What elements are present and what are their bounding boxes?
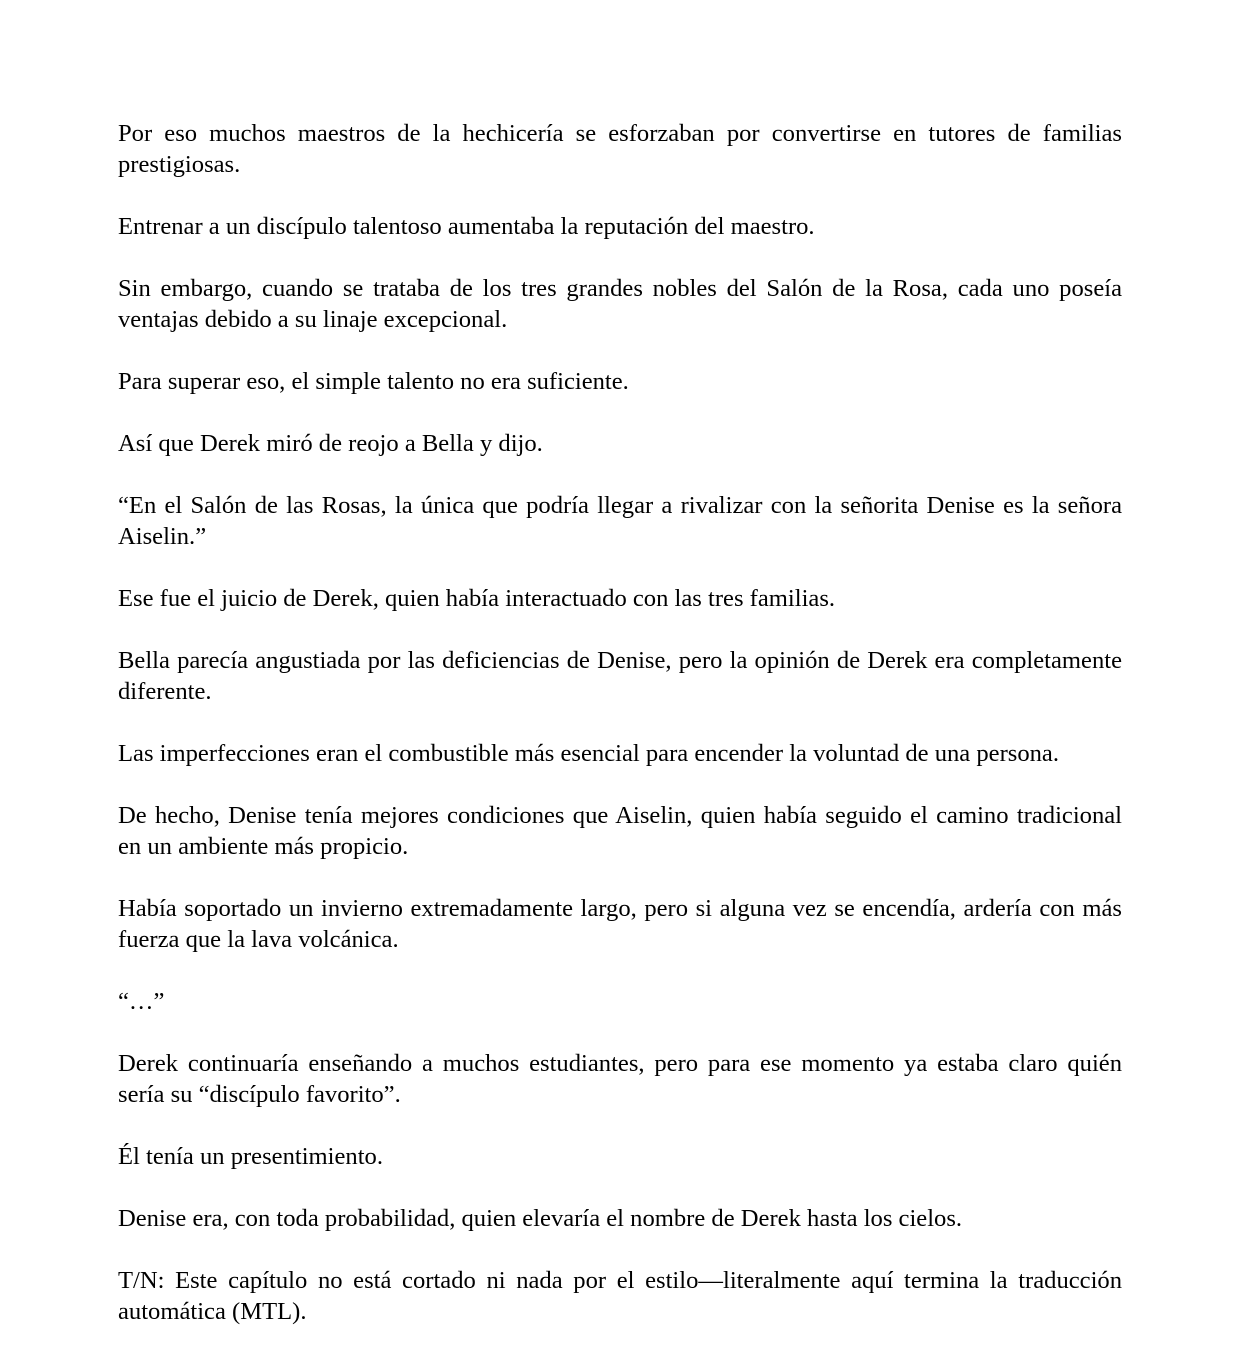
paragraph: Las imperfecciones eran el combustible más esencial para encender la voluntad de una persona.: [118, 740, 1059, 767]
paragraph: Sin embargo, cuando se trataba de los tres grandes nobles del Salón de la Rosa, cada uno poseía ventajas debido a su linaje excepcional.: [118, 275, 1122, 333]
paragraph: “…”: [118, 988, 165, 1015]
paragraph: Por eso muchos maestros de la hechicería se esforzaban por convertirse en tutores de familias prestigiosas.: [118, 120, 1122, 178]
paragraph: Entrenar a un discípulo talentoso aumentaba la reputación del maestro.: [118, 213, 815, 240]
paragraph: De hecho, Denise tenía mejores condiciones que Aiselin, quien había seguido el camino tradicional en un ambiente más propicio.: [118, 802, 1122, 860]
paragraph: Para superar eso, el simple talento no era suficiente.: [118, 368, 629, 395]
translator-note: T/N: Este capítulo no está cortado ni nada por el estilo—literalmente aquí termina la traducción automática (MTL).: [118, 1267, 1122, 1325]
paragraph: Él tenía un presentimiento.: [118, 1143, 383, 1170]
paragraph: Así que Derek miró de reojo a Bella y dijo.: [118, 430, 543, 457]
document-page: [118, 118, 1122, 1327]
paragraph: Denise era, con toda probabilidad, quien elevaría el nombre de Derek hasta los cielos.: [118, 1205, 963, 1232]
paragraph: Ese fue el juicio de Derek, quien había interactuado con las tres familias.: [118, 585, 836, 612]
paragraph: Había soportado un invierno extremadamente largo, pero si alguna vez se encendía, ardería con más fuerza que la lava volcánica.: [118, 895, 1122, 953]
paragraph: “En el Salón de las Rosas, la única que podría llegar a rivalizar con la señorita Denise es la señora Aiselin.”: [118, 492, 1122, 550]
paragraph: Bella parecía angustiada por las deficiencias de Denise, pero la opinión de Derek era completamente diferente.: [118, 647, 1122, 705]
paragraph: Derek continuaría enseñando a muchos estudiantes, pero para ese momento ya estaba claro quién sería su “discípulo favorito”.: [118, 1050, 1122, 1108]
